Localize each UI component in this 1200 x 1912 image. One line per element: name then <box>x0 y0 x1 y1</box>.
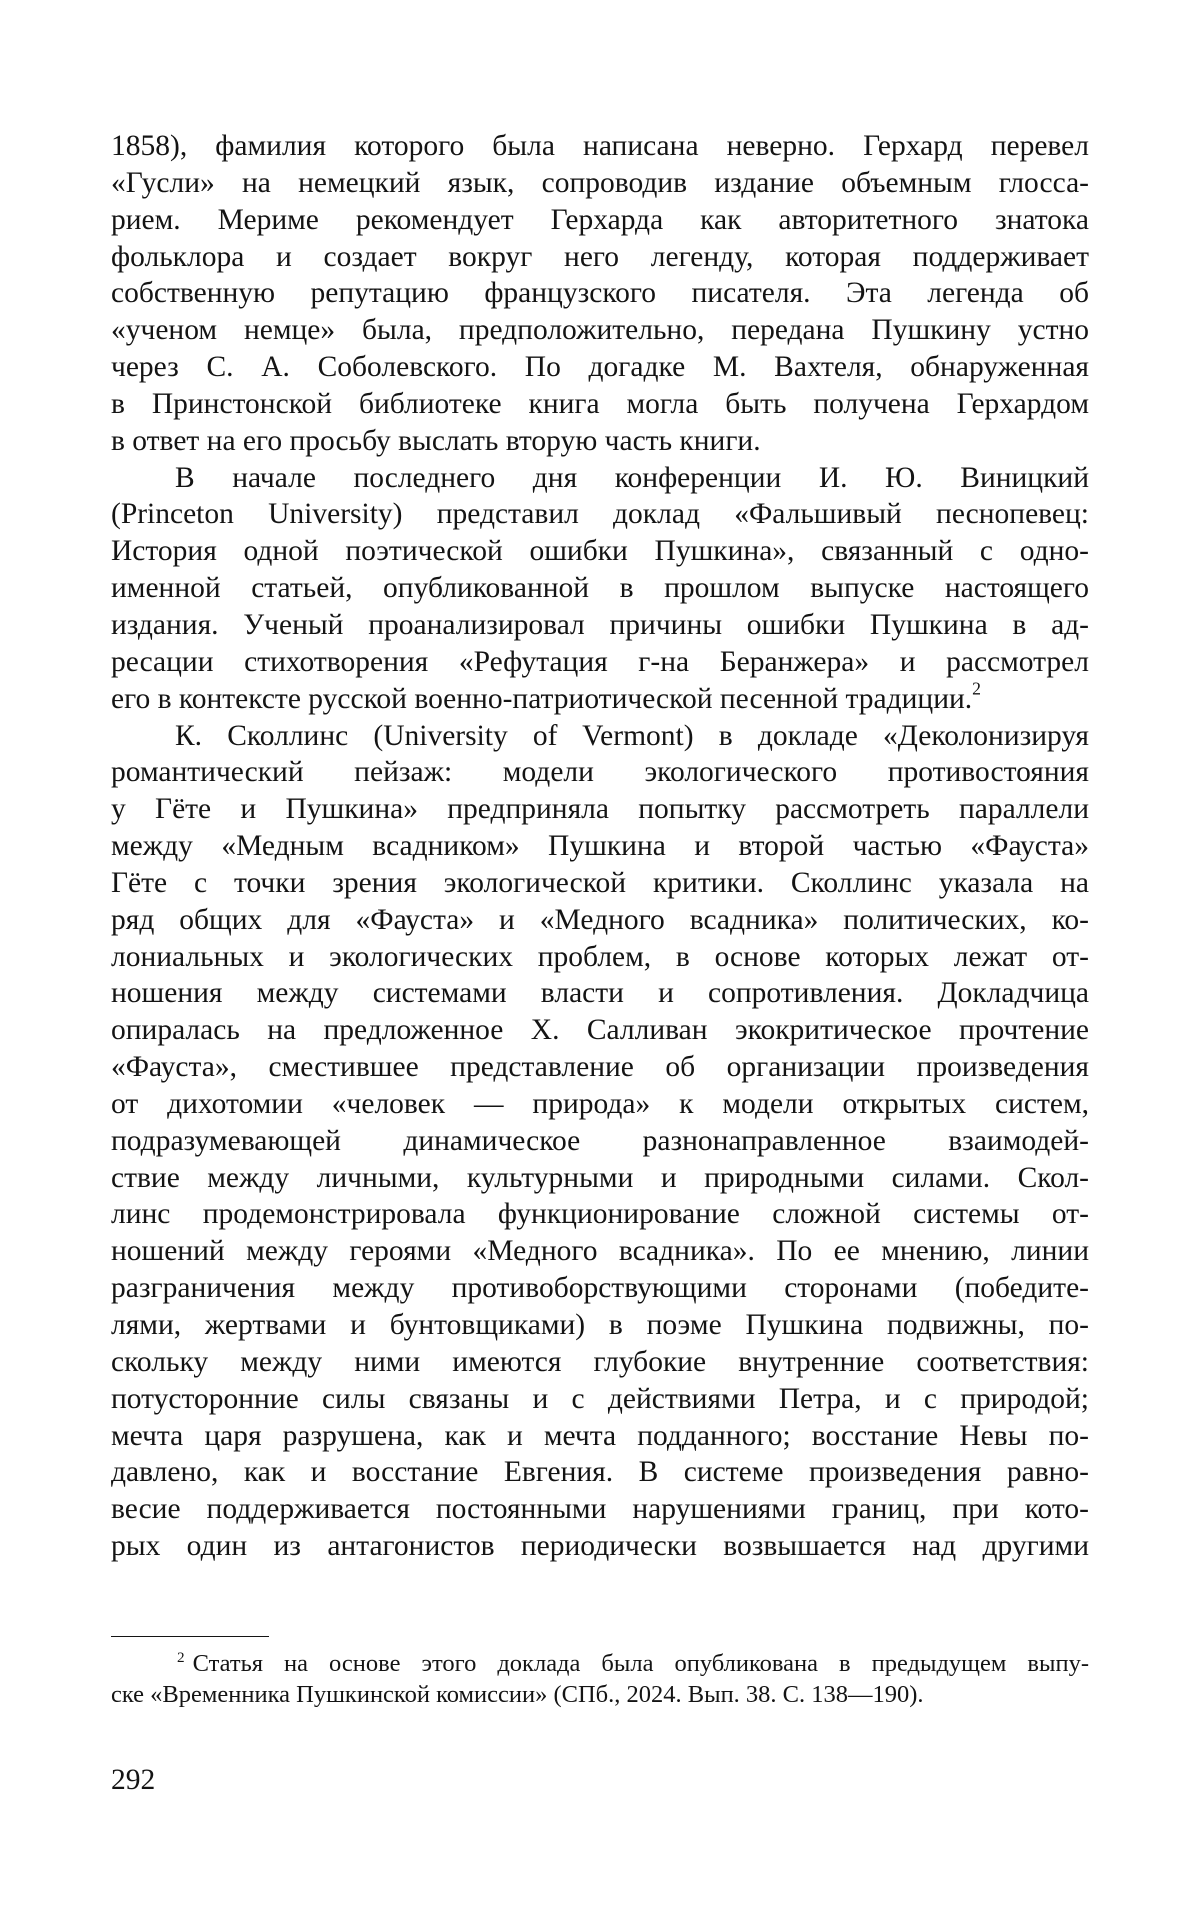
text-line: именной статьей, опубликованной в прошлом выпуске настоящего <box>111 572 1089 605</box>
text-line: потусторонние силы связаны и с действиями Петра, и с природой; <box>111 1382 1089 1415</box>
text-line: 1858), фамилия которого была написана неверно. Герхард перевел <box>111 130 1089 162</box>
text-line: между «Медным всадником» Пушкина и второй частью «Фауста» <box>111 830 1089 863</box>
text-line: ношения между системами власти и сопротивления. Докладчица <box>111 977 1089 1010</box>
text-line: в ответ на его просьбу выслать вторую часть книги. <box>111 424 761 457</box>
text-line: лями, жертвами и бунтовщиками) в поэме Пушкина подвижны, по- <box>111 1309 1089 1341</box>
text-line: давлено, как и восстание Евгения. В системе произведения равно- <box>111 1456 1089 1489</box>
text-line: рием. Мериме рекомендует Герхарда как авторитетного знатока <box>111 203 1089 236</box>
text-line-content: его в контексте русской военно-патриотической песенной традиции. <box>111 682 973 715</box>
footnote-line <box>111 1648 1089 1679</box>
text-line: собственную репутацию французского писателя. Эта легенда об <box>111 277 1089 310</box>
text-line: (Princeton University) представил доклад «Фальшивый песнопевец: <box>111 498 1089 531</box>
text-line: Гёте с точки зрения экологической критики. Сколлинс указала на <box>111 866 1089 899</box>
text-line: разграничения между противоборствующими сторонами (победите- <box>111 1272 1089 1305</box>
text-line: линс продемонстрировала функционирование сложной системы от- <box>111 1198 1089 1231</box>
footnote-line: ске «Временника Пушкинской комиссии» (СПб., 2024. Вып. 38. С. 138—190). <box>111 1681 924 1708</box>
footnote-reference[interactable]: 2 <box>972 678 981 699</box>
text-line: История одной поэтической ошибки Пушкина», связанный с одно- <box>111 535 1089 568</box>
paragraph-1 <box>111 128 1089 460</box>
paragraph-2 <box>111 460 1089 718</box>
text-line: ряд общих для «Фауста» и «Медного всадника» политических, ко- <box>111 903 1089 936</box>
main-text <box>111 128 1089 1565</box>
text-line: «Фауста», сместившее представление об организации произведения <box>111 1051 1089 1084</box>
text-line: от дихотомии «человек — природа» к модели открытых систем, <box>111 1087 1089 1120</box>
text-line: мечта царя разрушена, как и мечта подданного; восстание Невы по- <box>111 1419 1089 1452</box>
text-line: через С. А. Соболевского. По догадке М. Вахтеля, обнаруженная <box>111 351 1089 384</box>
footnote-line-content: Статья на основе этого доклада была опубликована в предыдущем выпу- <box>192 1650 1089 1677</box>
text-line: «ученом немце» была, предположительно, передана Пушкину устно <box>111 314 1089 347</box>
text-line: подразумевающей динамическое разнонаправленное взаимодей- <box>111 1124 1089 1157</box>
text-line: ношений между героями «Медного всадника». По ее мнению, линии <box>111 1235 1089 1268</box>
text-line: опиралась на предложенное Х. Салливан экокритическое прочтение <box>111 1014 1089 1047</box>
text-line: рых один из антагонистов периодически возвышается над другими <box>111 1530 1089 1563</box>
text-line <box>111 678 1089 718</box>
footnote-marker: 2 <box>177 1648 185 1666</box>
text-line: ресации стихотворения «Рефутация г-на Беранжера» и рассмотрел <box>111 645 1089 678</box>
text-line: «Гусли» на немецкий язык, сопроводив издание объемным глосса- <box>111 166 1089 199</box>
text-line: скольку между ними имеются глубокие внутренние соответствия: <box>111 1345 1089 1378</box>
text-line: романтический пейзаж: модели экологического противостояния <box>111 756 1089 789</box>
text-line: у Гёте и Пушкина» предприняла попытку рассмотреть параллели <box>111 793 1089 826</box>
text-line: лониальных и экологических проблем, в основе которых лежат от- <box>111 940 1089 973</box>
paragraph-3 <box>111 718 1089 1565</box>
text-line: В начале последнего дня конференции И. Ю. Виницкий <box>175 461 1089 494</box>
footnote-divider <box>111 1636 269 1637</box>
page-number: 292 <box>111 1764 156 1796</box>
text-line: весие поддерживается постоянными нарушениями границ, при кото- <box>111 1493 1089 1526</box>
text-line: К. Сколлинс (University of Vermont) в докладе «Деколонизируя <box>175 719 1089 752</box>
text-line: в Принстонской библиотеке книга могла быть получена Герхардом <box>111 387 1089 420</box>
text-line: ствие между личными, культурными и природными силами. Скол- <box>111 1161 1089 1194</box>
text-line: фольклора и создает вокруг него легенду, которая поддерживает <box>111 240 1089 273</box>
footnote <box>111 1648 1089 1710</box>
text-line: издания. Ученый проанализировал причины ошибки Пушкина в ад- <box>111 608 1089 641</box>
